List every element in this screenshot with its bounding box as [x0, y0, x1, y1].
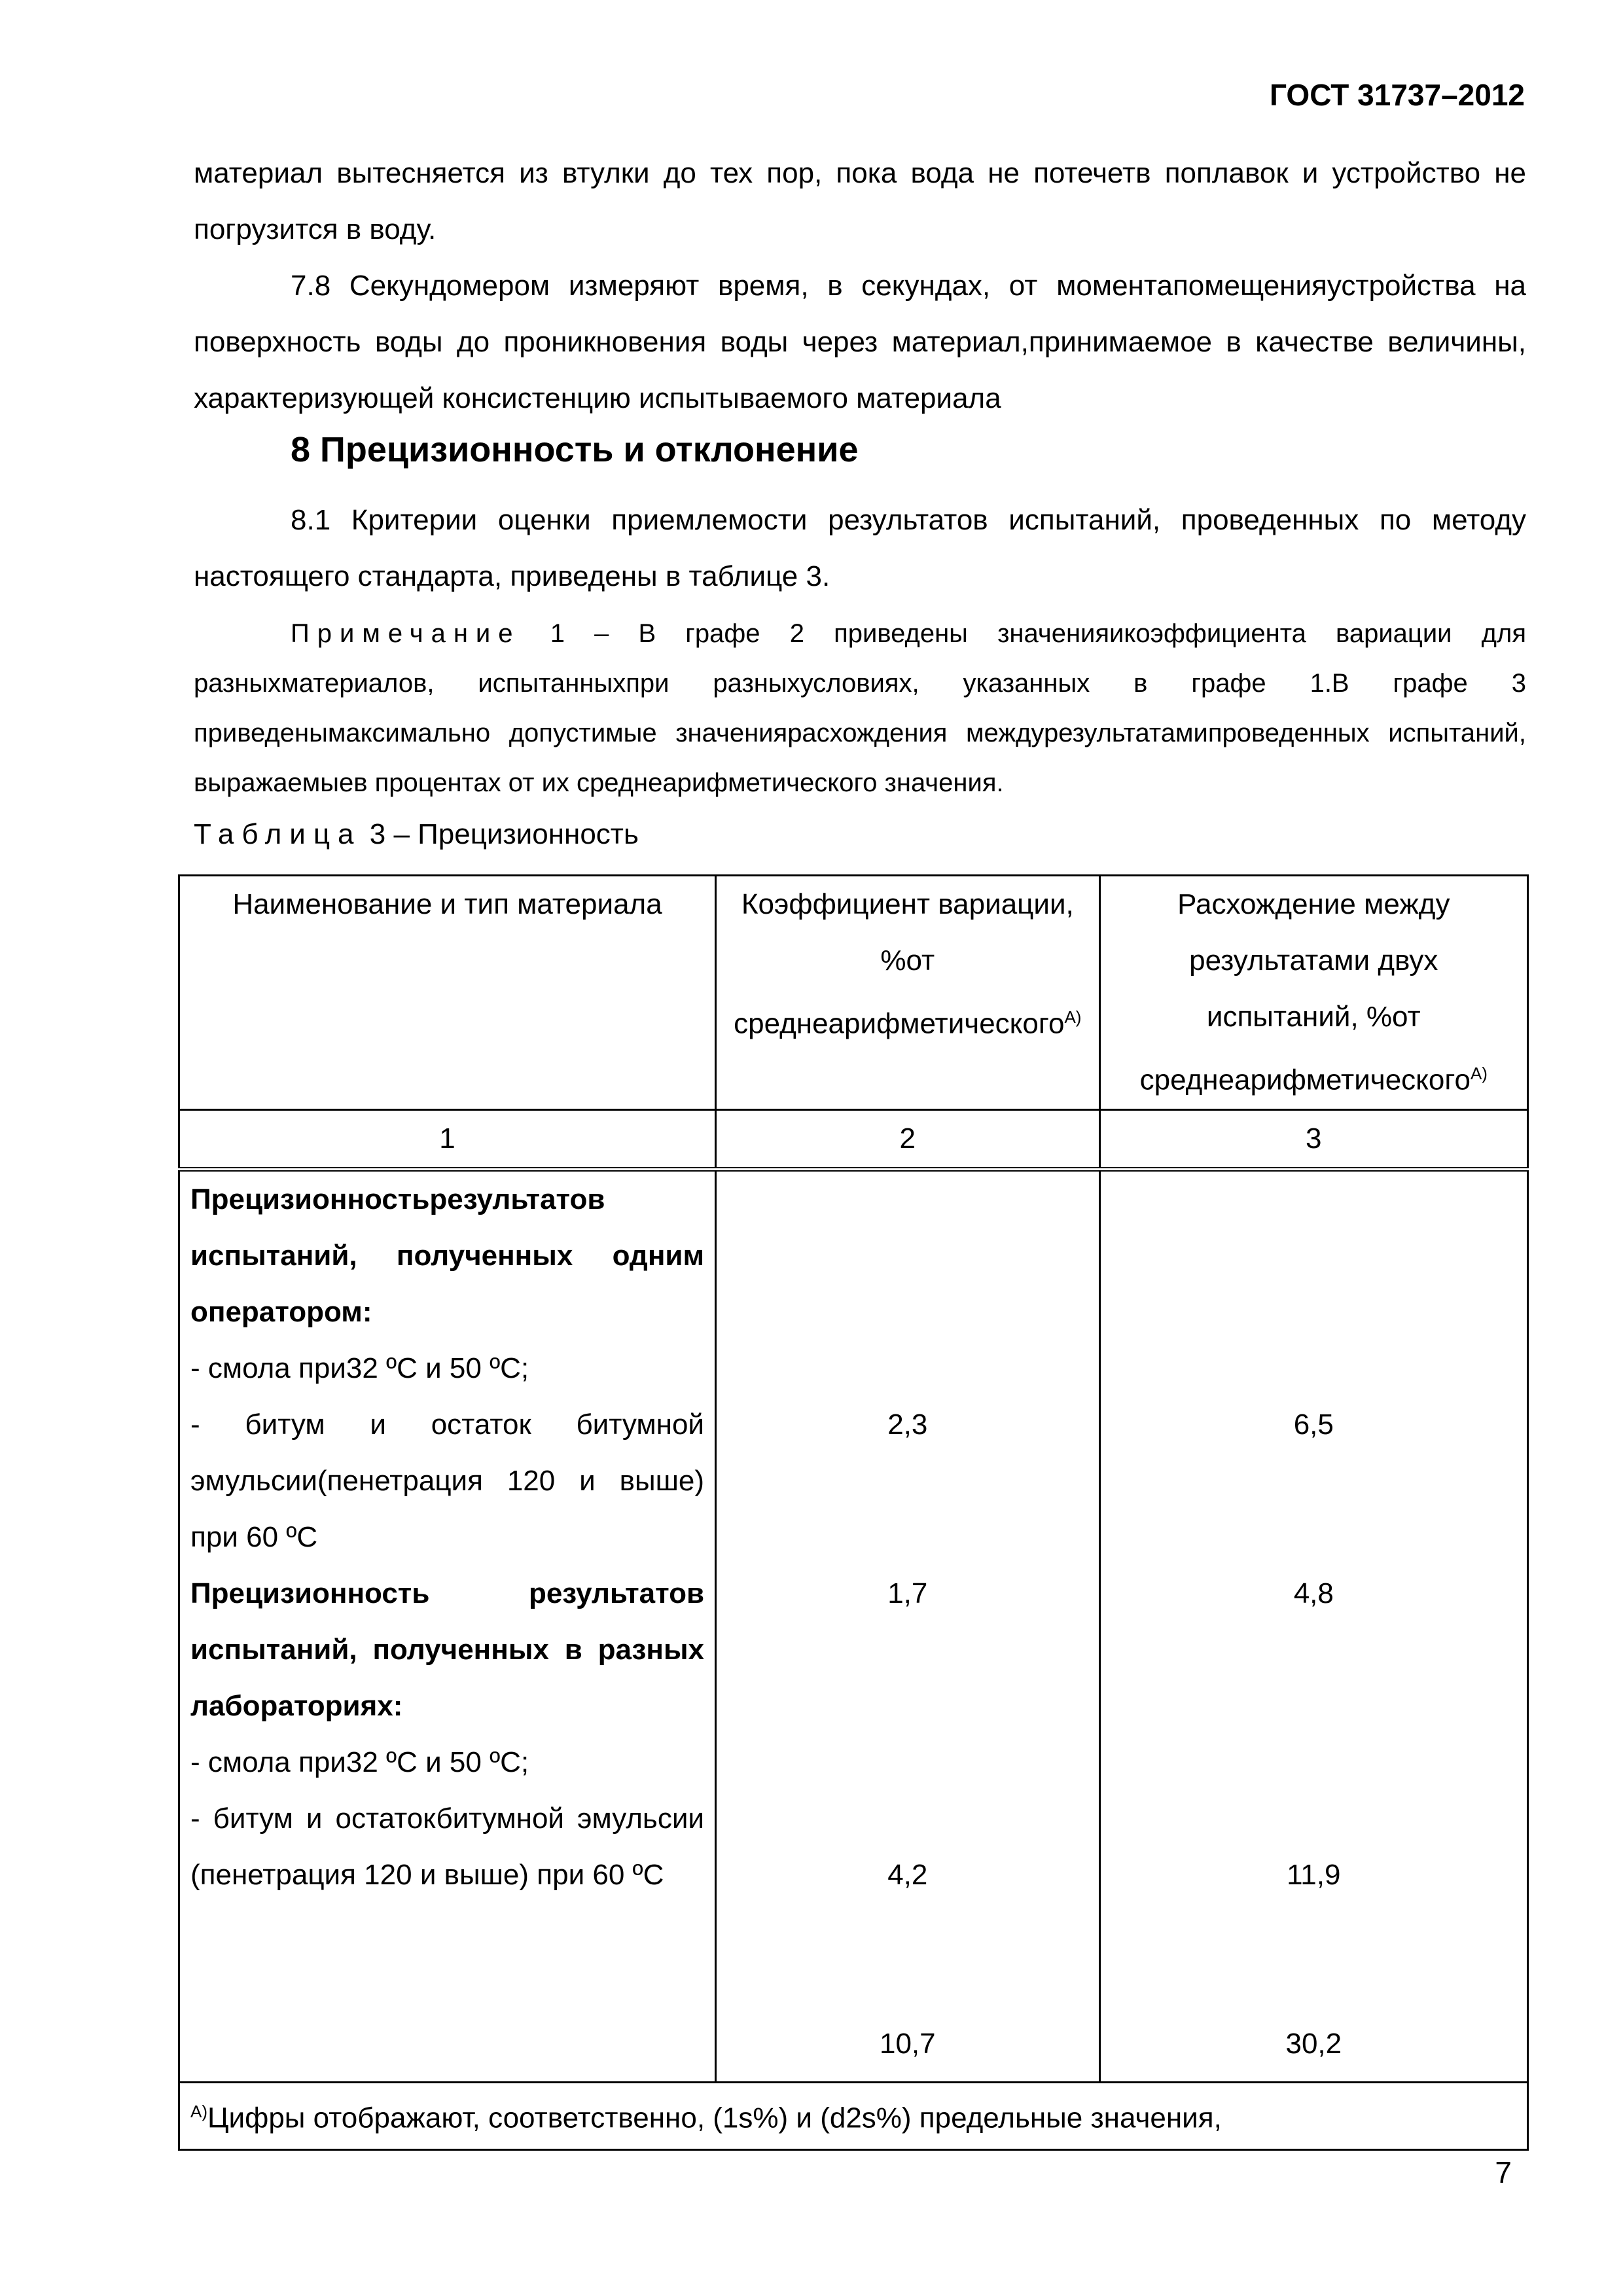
column-number: 3	[1099, 1109, 1527, 1169]
column-number: 1	[179, 1109, 716, 1169]
material-cell	[179, 1169, 716, 2082]
item-resin: - смола при32 ºС и 50 ºС;	[190, 1352, 529, 1384]
precision-table	[178, 874, 1529, 2151]
table-caption	[194, 818, 639, 851]
column-number: 2	[716, 1109, 1100, 1169]
table-body-row	[179, 1169, 1528, 2082]
header-col2	[716, 876, 1100, 1110]
paragraph-8-1	[194, 492, 1526, 605]
item-bitumen: - битум и остатокбитумной эмульсии (пенетрация 120 и выше) при 60 ºС	[190, 1802, 705, 1891]
note-label: Примечание	[291, 619, 521, 648]
coef-value: 10,7	[879, 2027, 936, 2060]
paragraph-continuation	[194, 145, 1526, 258]
diff-value: 30,2	[1285, 2027, 1342, 2060]
footnote-marker: А)	[1470, 1064, 1488, 1083]
column-number-row	[179, 1109, 1528, 1169]
table-caption-label: Таблица	[194, 818, 362, 850]
table-footnote	[179, 2082, 1528, 2149]
paragraph-text: 8.1 Критерии оценки приемлемости результатов испытаний, проведенных по методу настоящего стандарта, приведены в таблице 3.	[194, 504, 1526, 592]
header-col1	[179, 876, 716, 1110]
item-bitumen: - битум и остаток битумной эмульсии(пенетрация 120 и выше) при 60 ºС	[190, 1408, 705, 1553]
coef-value: 2,3	[887, 1408, 928, 1441]
header-col3-text: Расхождение между результатами двух испытаний, %от среднеарифметического	[1139, 888, 1471, 1096]
note-text: 1 – В графе 2 приведены значенияикоэффициента вариации для разныхматериалов, испытанныхпри разныхусловиях, указанных в графе 1.В графе 3 приведенымаксимально допустимые значениярасхождения междурезультатамипроведенных испытаний, выражаемыев процентах от их среднеарифметического значения.	[194, 619, 1526, 797]
header-col1-text: Наименование и тип материала	[232, 888, 662, 920]
item-resin: - смола при32 ºС и 50 ºС;	[190, 1746, 529, 1778]
footnote-marker: А)	[190, 2101, 207, 2121]
footnote-text: Цифры отображают, соответственно, (1s%) и (d2s%) предельные значения,	[207, 2102, 1222, 2134]
coef-value: 4,2	[887, 1858, 928, 1891]
header-col2-text: Коэффициент вариации, %от среднеарифметического	[734, 888, 1074, 1040]
header-col3	[1099, 876, 1527, 1110]
table-footnote-row	[179, 2082, 1528, 2149]
paragraph-text: 7.8 Секундомером измеряют время, в секундах, от моментапомещенияустройства на поверхность воды до проникновения воды через материал,принимаемое в качестве величины, характеризующей консистенцию испытываемого материала	[194, 270, 1526, 414]
footnote-marker: А)	[1064, 1007, 1082, 1027]
diff-value: 6,5	[1293, 1408, 1334, 1441]
group-title-operator: Прецизионностьрезультатов испытаний, полученных одним оператором:	[190, 1183, 705, 1328]
document-code: ГОСТ 31737–2012	[1269, 78, 1525, 112]
diff-value: 4,8	[1293, 1577, 1334, 1609]
section-title: 8 Прецизионность и отклонение	[291, 430, 859, 469]
difference-cell	[1099, 1169, 1527, 2082]
coefficient-cell	[716, 1169, 1100, 2082]
table-caption-text: 3 – Прецизионность	[369, 818, 639, 850]
group-title-labs: Прецизионность результатов испытаний, полученных в разных лабораториях:	[190, 1577, 705, 1722]
table-header-row	[179, 876, 1528, 1110]
page-number: 7	[1495, 2155, 1512, 2189]
paragraph-text: материал вытесняется из втулки до тех пор, пока вода не потечетв поплавок и устройство не погрузится в воду.	[194, 157, 1526, 245]
paragraph-7-8	[194, 258, 1526, 427]
coef-value: 1,7	[887, 1577, 928, 1609]
note	[194, 609, 1526, 808]
diff-value: 11,9	[1287, 1858, 1341, 1891]
material-description	[190, 1172, 704, 1903]
